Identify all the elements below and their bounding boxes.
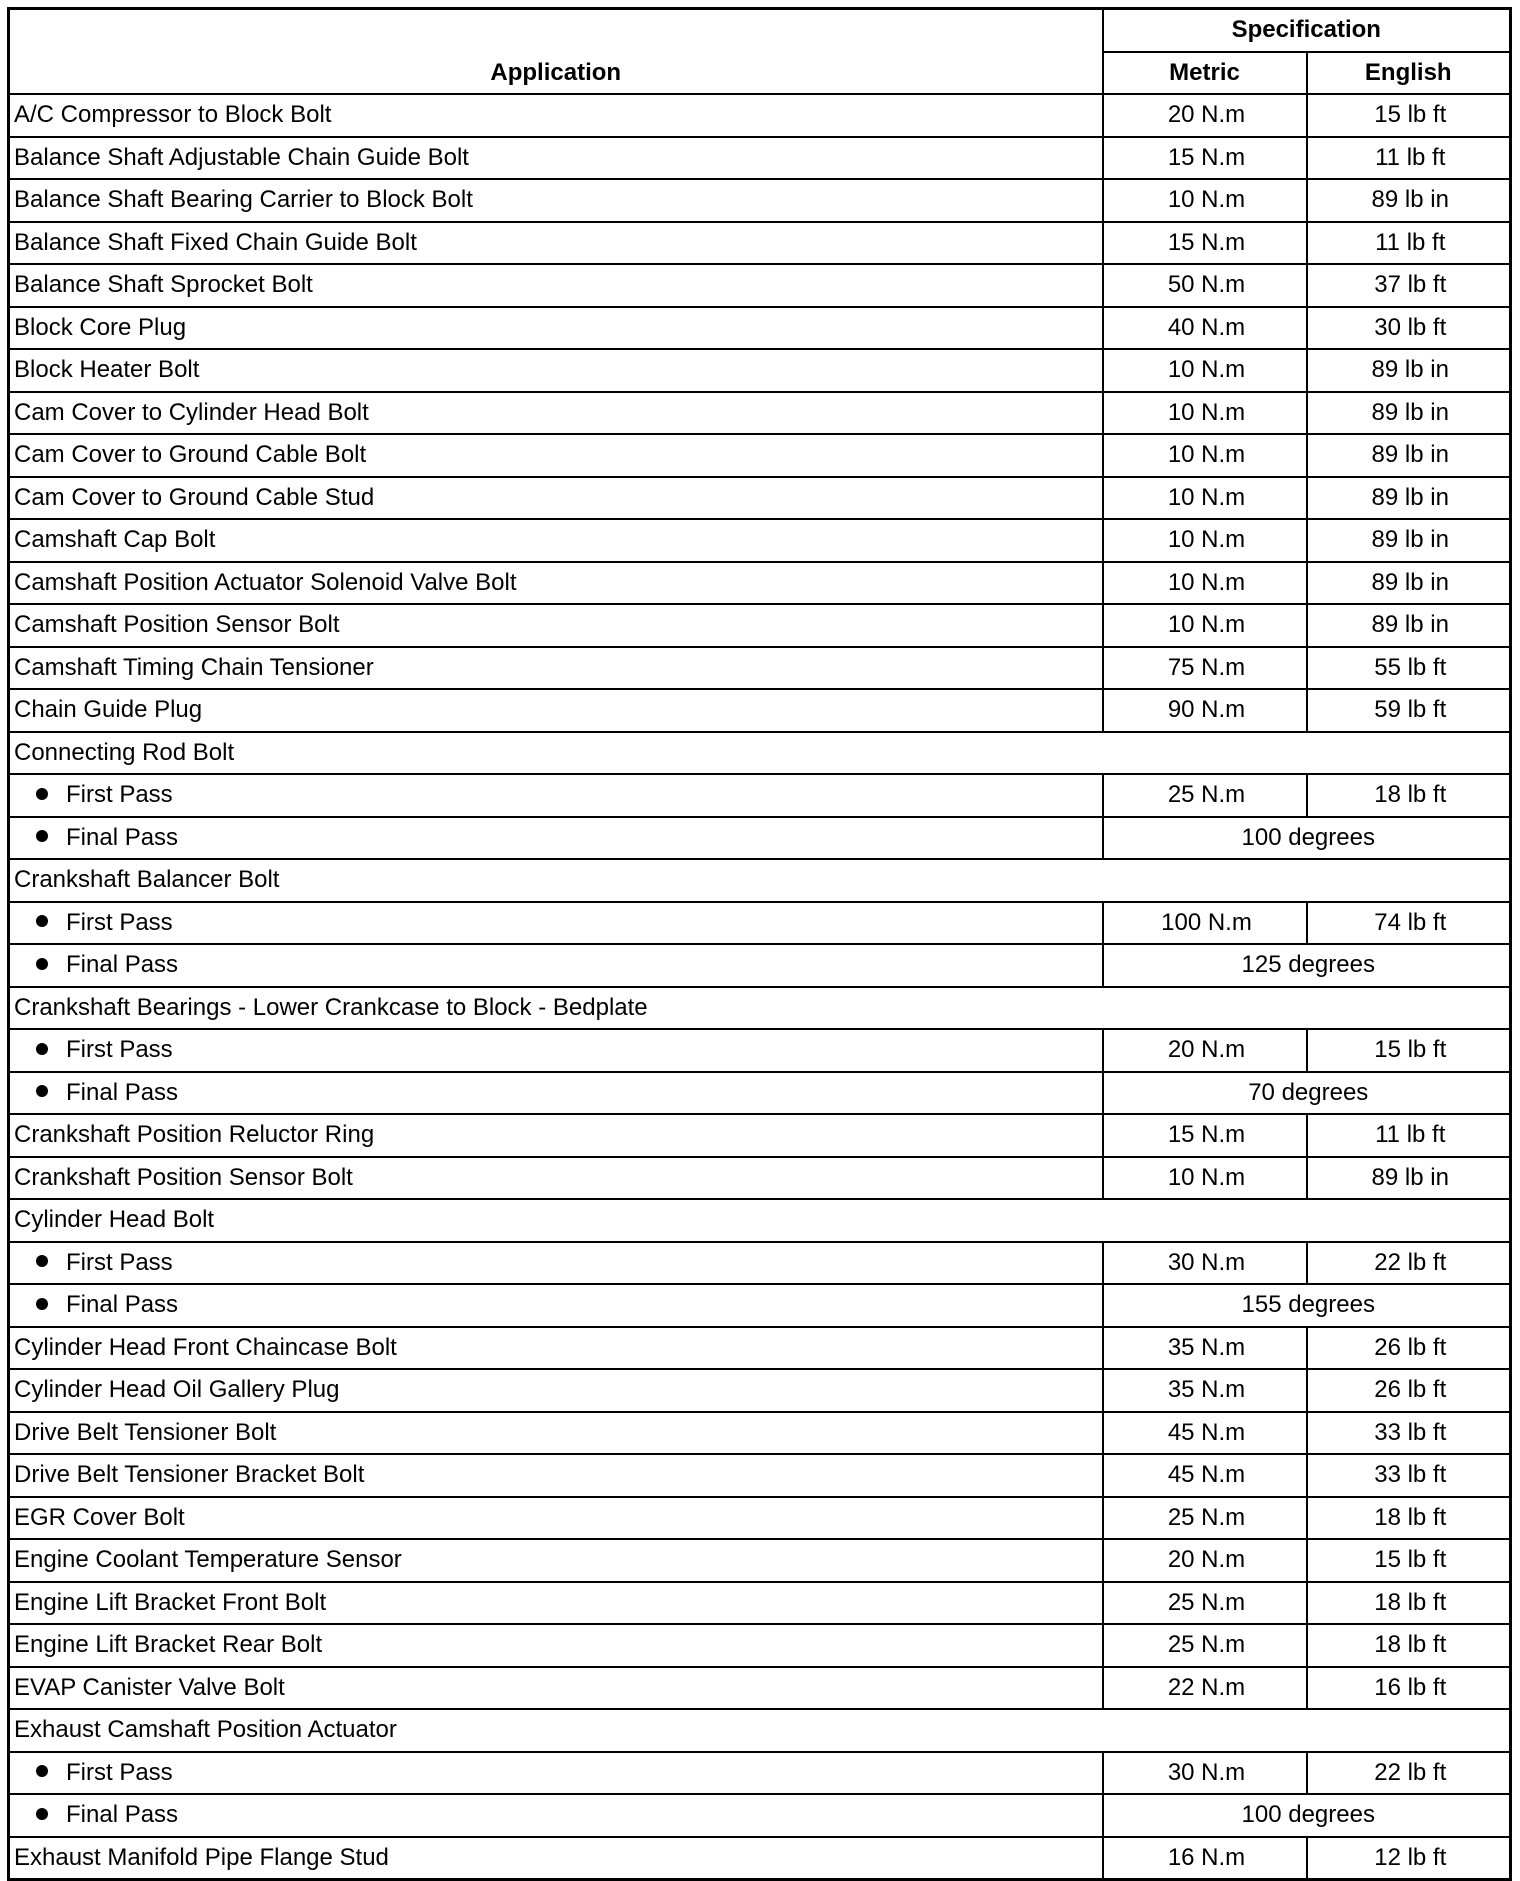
english-cell: 30 lb ft — [1307, 307, 1511, 350]
metric-cell: 35 N.m — [1103, 1327, 1307, 1370]
sub-application-cell — [9, 774, 1103, 817]
application-cell: Cam Cover to Ground Cable Bolt — [9, 434, 1103, 477]
metric-cell: 20 N.m — [1103, 94, 1307, 137]
torque-spec-table — [7, 7, 1512, 1881]
table-row — [9, 987, 1511, 1030]
application-cell: Camshaft Cap Bolt — [9, 519, 1103, 562]
english-cell: 18 lb ft — [1307, 1497, 1511, 1540]
bullet-icon — [36, 788, 48, 800]
table-row — [9, 477, 1511, 520]
english-cell: 37 lb ft — [1307, 264, 1511, 307]
sub-application-cell — [9, 1072, 1103, 1115]
application-cell: Block Heater Bolt — [9, 349, 1103, 392]
table-row — [9, 1624, 1511, 1667]
table-row — [9, 689, 1511, 732]
group-application-cell: Crankshaft Balancer Bolt — [9, 859, 1511, 902]
application-cell: Cam Cover to Cylinder Head Bolt — [9, 392, 1103, 435]
table-row — [9, 1114, 1511, 1157]
english-cell: 33 lb ft — [1307, 1454, 1511, 1497]
metric-cell: 22 N.m — [1103, 1667, 1307, 1710]
bullet-icon — [36, 1808, 48, 1820]
bullet-icon — [36, 915, 48, 927]
english-cell: 89 lb in — [1307, 179, 1511, 222]
sub-application-label: First Pass — [66, 1758, 173, 1786]
table-row — [9, 1327, 1511, 1370]
metric-cell: 75 N.m — [1103, 647, 1307, 690]
metric-header: Metric — [1103, 52, 1307, 95]
metric-cell: 45 N.m — [1103, 1412, 1307, 1455]
table-row — [9, 1412, 1511, 1455]
english-cell: 18 lb ft — [1307, 1624, 1511, 1667]
english-cell: 16 lb ft — [1307, 1667, 1511, 1710]
table-row — [9, 1497, 1511, 1540]
table-row — [9, 647, 1511, 690]
metric-cell: 20 N.m — [1103, 1539, 1307, 1582]
table-row — [9, 1199, 1511, 1242]
table-row — [9, 1072, 1511, 1115]
metric-cell: 20 N.m — [1103, 1029, 1307, 1072]
table-row — [9, 1582, 1511, 1625]
application-cell: Crankshaft Position Sensor Bolt — [9, 1157, 1103, 1200]
application-cell: Balance Shaft Fixed Chain Guide Bolt — [9, 222, 1103, 265]
sub-application-cell — [9, 944, 1103, 987]
english-cell: 89 lb in — [1307, 392, 1511, 435]
application-cell: Camshaft Position Sensor Bolt — [9, 604, 1103, 647]
english-cell: 55 lb ft — [1307, 647, 1511, 690]
table-row — [9, 1284, 1511, 1327]
application-cell: Block Core Plug — [9, 307, 1103, 350]
table-row — [9, 1539, 1511, 1582]
metric-cell: 25 N.m — [1103, 774, 1307, 817]
english-cell: 22 lb ft — [1307, 1242, 1511, 1285]
spec-table-container — [7, 7, 1509, 1881]
sub-application-cell — [9, 1284, 1103, 1327]
sub-application-cell — [9, 1242, 1103, 1285]
english-header: English — [1307, 52, 1511, 95]
metric-cell: 10 N.m — [1103, 519, 1307, 562]
table-row — [9, 774, 1511, 817]
table-body — [9, 94, 1511, 1880]
table-row — [9, 1667, 1511, 1710]
table-row — [9, 604, 1511, 647]
application-cell: Chain Guide Plug — [9, 689, 1103, 732]
metric-cell: 40 N.m — [1103, 307, 1307, 350]
table-row — [9, 1752, 1511, 1795]
table-row — [9, 1369, 1511, 1412]
bullet-icon — [36, 830, 48, 842]
sub-application-cell — [9, 1752, 1103, 1795]
application-cell: Drive Belt Tensioner Bracket Bolt — [9, 1454, 1103, 1497]
table-row — [9, 307, 1511, 350]
application-cell: A/C Compressor to Block Bolt — [9, 94, 1103, 137]
specification-header: Specification — [1103, 9, 1511, 52]
table-row — [9, 222, 1511, 265]
metric-cell: 25 N.m — [1103, 1582, 1307, 1625]
degrees-cell: 155 degrees — [1103, 1284, 1511, 1327]
sub-application-cell — [9, 817, 1103, 860]
group-application-cell: Connecting Rod Bolt — [9, 732, 1511, 775]
table-row — [9, 137, 1511, 180]
english-cell: 11 lb ft — [1307, 1114, 1511, 1157]
degrees-cell: 70 degrees — [1103, 1072, 1511, 1115]
english-cell: 15 lb ft — [1307, 94, 1511, 137]
application-cell: Camshaft Position Actuator Solenoid Valve Bolt — [9, 562, 1103, 605]
english-cell: 89 lb in — [1307, 604, 1511, 647]
metric-cell: 25 N.m — [1103, 1624, 1307, 1667]
application-cell: Crankshaft Position Reluctor Ring — [9, 1114, 1103, 1157]
sub-application-cell — [9, 1794, 1103, 1837]
table-row — [9, 1454, 1511, 1497]
group-application-cell: Exhaust Camshaft Position Actuator — [9, 1709, 1511, 1752]
metric-cell: 35 N.m — [1103, 1369, 1307, 1412]
english-cell: 26 lb ft — [1307, 1327, 1511, 1370]
metric-cell: 10 N.m — [1103, 1157, 1307, 1200]
sub-application-label: Final Pass — [66, 1291, 179, 1319]
bullet-icon — [36, 1298, 48, 1310]
metric-cell: 45 N.m — [1103, 1454, 1307, 1497]
english-cell: 15 lb ft — [1307, 1539, 1511, 1582]
bullet-icon — [36, 1043, 48, 1055]
application-cell: Engine Lift Bracket Rear Bolt — [9, 1624, 1103, 1667]
table-header — [9, 9, 1511, 95]
english-cell: 59 lb ft — [1307, 689, 1511, 732]
metric-cell: 50 N.m — [1103, 264, 1307, 307]
english-cell: 15 lb ft — [1307, 1029, 1511, 1072]
english-cell: 11 lb ft — [1307, 222, 1511, 265]
metric-cell: 16 N.m — [1103, 1837, 1307, 1880]
table-row — [9, 817, 1511, 860]
application-cell: Cam Cover to Ground Cable Stud — [9, 477, 1103, 520]
application-header: Application — [9, 9, 1103, 95]
application-cell: Engine Coolant Temperature Sensor — [9, 1539, 1103, 1582]
metric-cell: 15 N.m — [1103, 137, 1307, 180]
metric-cell: 15 N.m — [1103, 222, 1307, 265]
bullet-icon — [36, 1255, 48, 1267]
sub-application-label: Final Pass — [66, 823, 179, 851]
application-cell: Cylinder Head Oil Gallery Plug — [9, 1369, 1103, 1412]
table-row — [9, 179, 1511, 222]
metric-cell: 100 N.m — [1103, 902, 1307, 945]
metric-cell: 10 N.m — [1103, 562, 1307, 605]
table-row — [9, 1242, 1511, 1285]
table-row — [9, 1837, 1511, 1880]
table-row — [9, 902, 1511, 945]
group-application-cell: Crankshaft Bearings - Lower Crankcase to Block - Bedplate — [9, 987, 1511, 1030]
metric-cell: 10 N.m — [1103, 349, 1307, 392]
metric-cell: 25 N.m — [1103, 1497, 1307, 1540]
table-row — [9, 349, 1511, 392]
application-cell: EGR Cover Bolt — [9, 1497, 1103, 1540]
metric-cell: 10 N.m — [1103, 477, 1307, 520]
sub-application-label: First Pass — [66, 781, 173, 809]
table-row — [9, 1794, 1511, 1837]
application-cell: Balance Shaft Sprocket Bolt — [9, 264, 1103, 307]
bullet-icon — [36, 958, 48, 970]
application-cell: EVAP Canister Valve Bolt — [9, 1667, 1103, 1710]
english-cell: 18 lb ft — [1307, 1582, 1511, 1625]
sub-application-label: First Pass — [66, 908, 173, 936]
table-row — [9, 859, 1511, 902]
metric-cell: 10 N.m — [1103, 604, 1307, 647]
english-cell: 11 lb ft — [1307, 137, 1511, 180]
table-row — [9, 944, 1511, 987]
application-cell: Exhaust Manifold Pipe Flange Stud — [9, 1837, 1103, 1880]
table-row — [9, 264, 1511, 307]
application-cell: Balance Shaft Bearing Carrier to Block Bolt — [9, 179, 1103, 222]
group-application-cell: Cylinder Head Bolt — [9, 1199, 1511, 1242]
english-cell: 89 lb in — [1307, 434, 1511, 477]
sub-application-label: First Pass — [66, 1248, 173, 1276]
metric-cell: 10 N.m — [1103, 434, 1307, 477]
english-cell: 26 lb ft — [1307, 1369, 1511, 1412]
metric-cell: 30 N.m — [1103, 1242, 1307, 1285]
sub-application-cell — [9, 902, 1103, 945]
degrees-cell: 125 degrees — [1103, 944, 1511, 987]
english-cell: 33 lb ft — [1307, 1412, 1511, 1455]
table-row — [9, 94, 1511, 137]
application-cell: Drive Belt Tensioner Bolt — [9, 1412, 1103, 1455]
table-row — [9, 1709, 1511, 1752]
table-row — [9, 1157, 1511, 1200]
english-cell: 89 lb in — [1307, 349, 1511, 392]
degrees-cell: 100 degrees — [1103, 817, 1511, 860]
english-cell: 89 lb in — [1307, 1157, 1511, 1200]
application-cell: Engine Lift Bracket Front Bolt — [9, 1582, 1103, 1625]
table-row — [9, 1029, 1511, 1072]
metric-cell: 30 N.m — [1103, 1752, 1307, 1795]
table-row — [9, 732, 1511, 775]
english-cell: 22 lb ft — [1307, 1752, 1511, 1795]
bullet-icon — [36, 1085, 48, 1097]
degrees-cell: 100 degrees — [1103, 1794, 1511, 1837]
table-row — [9, 519, 1511, 562]
table-row — [9, 562, 1511, 605]
table-row — [9, 392, 1511, 435]
english-cell: 12 lb ft — [1307, 1837, 1511, 1880]
sub-application-label: Final Pass — [66, 951, 179, 979]
english-cell: 89 lb in — [1307, 519, 1511, 562]
english-cell: 89 lb in — [1307, 562, 1511, 605]
application-cell: Cylinder Head Front Chaincase Bolt — [9, 1327, 1103, 1370]
bullet-icon — [36, 1765, 48, 1777]
sub-application-label: Final Pass — [66, 1078, 179, 1106]
application-cell: Camshaft Timing Chain Tensioner — [9, 647, 1103, 690]
metric-cell: 15 N.m — [1103, 1114, 1307, 1157]
sub-application-label: First Pass — [66, 1036, 173, 1064]
english-cell: 18 lb ft — [1307, 774, 1511, 817]
sub-application-label: Final Pass — [66, 1801, 179, 1829]
metric-cell: 10 N.m — [1103, 392, 1307, 435]
metric-cell: 10 N.m — [1103, 179, 1307, 222]
english-cell: 74 lb ft — [1307, 902, 1511, 945]
metric-cell: 90 N.m — [1103, 689, 1307, 732]
sub-application-cell — [9, 1029, 1103, 1072]
application-cell: Balance Shaft Adjustable Chain Guide Bolt — [9, 137, 1103, 180]
table-row — [9, 434, 1511, 477]
english-cell: 89 lb in — [1307, 477, 1511, 520]
